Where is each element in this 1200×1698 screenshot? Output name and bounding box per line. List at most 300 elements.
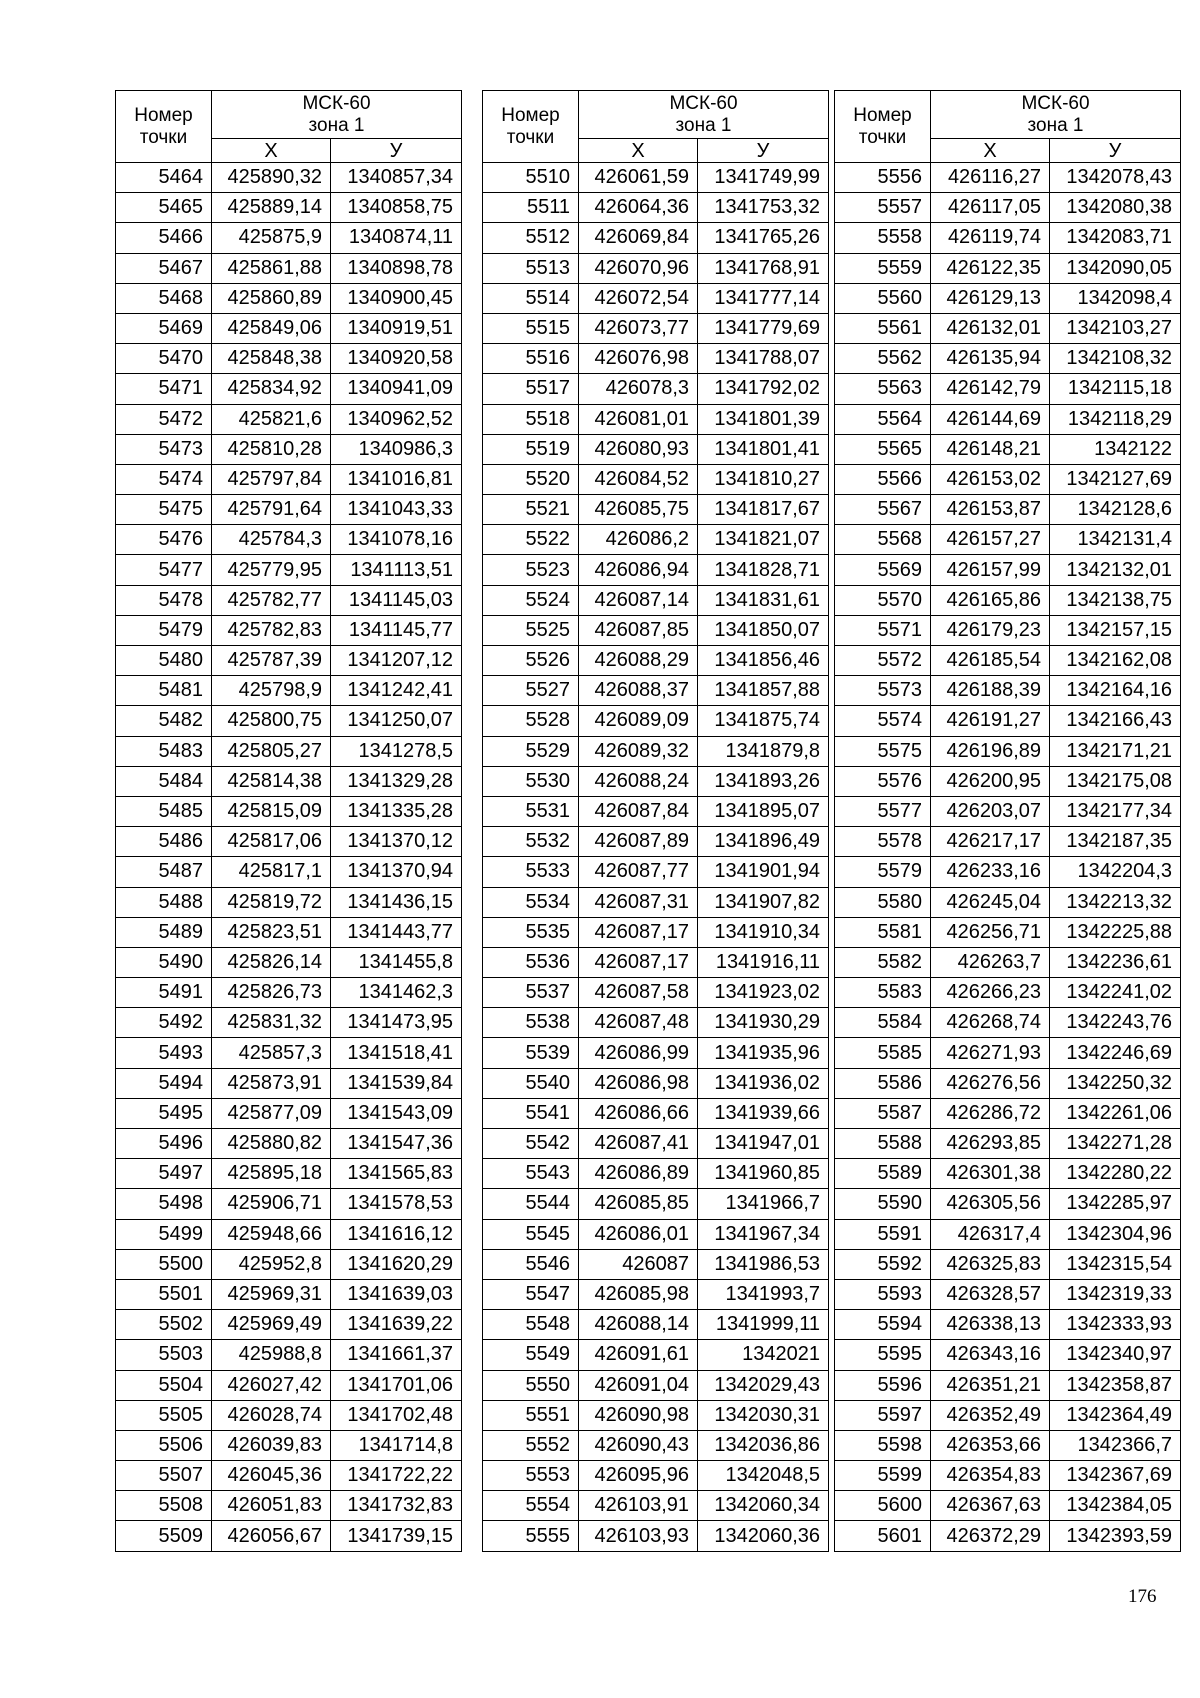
point-number-cell: 5573 bbox=[835, 676, 931, 706]
point-number-cell: 5596 bbox=[835, 1370, 931, 1400]
y-coordinate-cell: 1342246,69 bbox=[1050, 1038, 1181, 1068]
point-number-cell: 5501 bbox=[116, 1279, 212, 1309]
point-number-cell: 5494 bbox=[116, 1068, 212, 1098]
y-coordinate-cell: 1341916,11 bbox=[698, 947, 829, 977]
y-coordinate-cell: 1340962,52 bbox=[331, 404, 462, 434]
y-coordinate-cell: 1342204,3 bbox=[1050, 857, 1181, 887]
table-row bbox=[835, 464, 1181, 494]
point-number-cell: 5481 bbox=[116, 676, 212, 706]
x-coordinate-cell: 426119,74 bbox=[931, 223, 1050, 253]
table-row bbox=[483, 223, 829, 253]
x-header: Х bbox=[579, 139, 698, 163]
table-row bbox=[116, 676, 462, 706]
y-coordinate-cell: 1341893,26 bbox=[698, 766, 829, 796]
x-coordinate-cell: 426122,35 bbox=[931, 253, 1050, 283]
point-number-cell: 5499 bbox=[116, 1219, 212, 1249]
y-coordinate-cell: 1342358,87 bbox=[1050, 1370, 1181, 1400]
point-number-cell: 5514 bbox=[483, 283, 579, 313]
x-coordinate-cell: 426286,72 bbox=[931, 1098, 1050, 1128]
y-coordinate-cell: 1341578,53 bbox=[331, 1189, 462, 1219]
x-coordinate-cell: 426338,13 bbox=[931, 1310, 1050, 1340]
x-coordinate-cell: 426293,85 bbox=[931, 1129, 1050, 1159]
x-coordinate-cell: 426087,85 bbox=[579, 615, 698, 645]
point-number-header: Номер точки bbox=[483, 91, 579, 163]
y-coordinate-cell: 1341329,28 bbox=[331, 766, 462, 796]
table-row bbox=[483, 1521, 829, 1551]
x-coordinate-cell: 426317,4 bbox=[931, 1219, 1050, 1249]
y-coordinate-cell: 1340920,58 bbox=[331, 344, 462, 374]
point-number-cell: 5480 bbox=[116, 646, 212, 676]
y-coordinate-cell: 1341779,69 bbox=[698, 313, 829, 343]
x-coordinate-cell: 426367,63 bbox=[931, 1491, 1050, 1521]
point-number-cell: 5539 bbox=[483, 1038, 579, 1068]
table-row bbox=[835, 887, 1181, 917]
table-row bbox=[835, 555, 1181, 585]
x-coordinate-cell: 426372,29 bbox=[931, 1521, 1050, 1551]
x-coordinate-cell: 426087 bbox=[579, 1249, 698, 1279]
x-coordinate-cell: 426354,83 bbox=[931, 1461, 1050, 1491]
x-coordinate-cell: 426185,54 bbox=[931, 646, 1050, 676]
x-coordinate-cell: 425889,14 bbox=[212, 193, 331, 223]
table-row bbox=[835, 796, 1181, 826]
table-row bbox=[483, 1370, 829, 1400]
point-number-cell: 5586 bbox=[835, 1068, 931, 1098]
x-coordinate-cell: 425861,88 bbox=[212, 253, 331, 283]
table-row bbox=[483, 676, 829, 706]
y-coordinate-cell: 1342333,93 bbox=[1050, 1310, 1181, 1340]
point-number-cell: 5478 bbox=[116, 585, 212, 615]
x-coordinate-cell: 425805,27 bbox=[212, 736, 331, 766]
y-coordinate-cell: 1341879,8 bbox=[698, 736, 829, 766]
x-coordinate-cell: 426085,85 bbox=[579, 1189, 698, 1219]
point-number-cell: 5584 bbox=[835, 1008, 931, 1038]
point-number-cell: 5559 bbox=[835, 253, 931, 283]
point-number-cell: 5551 bbox=[483, 1400, 579, 1430]
point-number-cell: 5576 bbox=[835, 766, 931, 796]
y-coordinate-cell: 1341547,36 bbox=[331, 1129, 462, 1159]
x-coordinate-cell: 426087,58 bbox=[579, 978, 698, 1008]
point-number-cell: 5503 bbox=[116, 1340, 212, 1370]
point-number-cell: 5532 bbox=[483, 827, 579, 857]
point-number-cell: 5589 bbox=[835, 1159, 931, 1189]
point-number-cell: 5529 bbox=[483, 736, 579, 766]
table-row bbox=[483, 917, 829, 947]
point-number-cell: 5594 bbox=[835, 1310, 931, 1340]
y-coordinate-cell: 1342138,75 bbox=[1050, 585, 1181, 615]
y-coordinate-cell: 1342271,28 bbox=[1050, 1129, 1181, 1159]
table-row bbox=[483, 766, 829, 796]
y-coordinate-cell: 1340986,3 bbox=[331, 434, 462, 464]
point-number-cell: 5566 bbox=[835, 464, 931, 494]
x-coordinate-cell: 426276,56 bbox=[931, 1068, 1050, 1098]
point-number-cell: 5577 bbox=[835, 796, 931, 826]
table-row bbox=[835, 1400, 1181, 1430]
x-coordinate-cell: 426090,43 bbox=[579, 1430, 698, 1460]
point-number-cell: 5490 bbox=[116, 947, 212, 977]
y-coordinate-cell: 1341242,41 bbox=[331, 676, 462, 706]
point-number-cell: 5537 bbox=[483, 978, 579, 1008]
x-coordinate-cell: 425782,77 bbox=[212, 585, 331, 615]
y-coordinate-cell: 1342090,05 bbox=[1050, 253, 1181, 283]
y-coordinate-cell: 1340874,11 bbox=[331, 223, 462, 253]
x-coordinate-cell: 426064,36 bbox=[579, 193, 698, 223]
x-coordinate-cell: 425814,38 bbox=[212, 766, 331, 796]
x-coordinate-cell: 426069,84 bbox=[579, 223, 698, 253]
table-row bbox=[835, 917, 1181, 947]
point-number-cell: 5601 bbox=[835, 1521, 931, 1551]
table-row bbox=[835, 434, 1181, 464]
y-coordinate-cell: 1342171,21 bbox=[1050, 736, 1181, 766]
table-row bbox=[483, 1279, 829, 1309]
table-row bbox=[483, 1310, 829, 1340]
x-coordinate-cell: 426095,96 bbox=[579, 1461, 698, 1491]
table-row bbox=[835, 283, 1181, 313]
table-row bbox=[116, 464, 462, 494]
x-coordinate-cell: 426129,13 bbox=[931, 283, 1050, 313]
point-number-cell: 5485 bbox=[116, 796, 212, 826]
y-coordinate-cell: 1341278,5 bbox=[331, 736, 462, 766]
y-coordinate-cell: 1341370,12 bbox=[331, 827, 462, 857]
y-coordinate-cell: 1341565,83 bbox=[331, 1159, 462, 1189]
table-row bbox=[483, 1008, 829, 1038]
point-number-cell: 5468 bbox=[116, 283, 212, 313]
y-header: У bbox=[331, 139, 462, 163]
x-coordinate-cell: 426073,77 bbox=[579, 313, 698, 343]
point-number-cell: 5486 bbox=[116, 827, 212, 857]
table-row bbox=[483, 978, 829, 1008]
table-row bbox=[835, 736, 1181, 766]
point-number-cell: 5493 bbox=[116, 1038, 212, 1068]
point-number-cell: 5542 bbox=[483, 1129, 579, 1159]
table-row bbox=[835, 1279, 1181, 1309]
point-number-cell: 5513 bbox=[483, 253, 579, 283]
y-coordinate-cell: 1342243,76 bbox=[1050, 1008, 1181, 1038]
x-coordinate-cell: 426132,01 bbox=[931, 313, 1050, 343]
x-coordinate-cell: 425969,31 bbox=[212, 1279, 331, 1309]
y-coordinate-cell: 1342187,35 bbox=[1050, 827, 1181, 857]
table-row bbox=[116, 1491, 462, 1521]
table-row bbox=[483, 1098, 829, 1128]
point-number-cell: 5574 bbox=[835, 706, 931, 736]
point-number-cell: 5552 bbox=[483, 1430, 579, 1460]
point-number-cell: 5527 bbox=[483, 676, 579, 706]
point-number-cell: 5588 bbox=[835, 1129, 931, 1159]
table-row bbox=[483, 344, 829, 374]
y-coordinate-cell: 1342103,27 bbox=[1050, 313, 1181, 343]
x-coordinate-cell: 425877,09 bbox=[212, 1098, 331, 1128]
point-number-cell: 5483 bbox=[116, 736, 212, 766]
y-coordinate-cell: 1342108,32 bbox=[1050, 344, 1181, 374]
table-row bbox=[483, 706, 829, 736]
point-number-cell: 5571 bbox=[835, 615, 931, 645]
y-coordinate-cell: 1341539,84 bbox=[331, 1068, 462, 1098]
y-coordinate-cell: 1342127,69 bbox=[1050, 464, 1181, 494]
x-coordinate-cell: 426070,96 bbox=[579, 253, 698, 283]
y-coordinate-cell: 1341749,99 bbox=[698, 163, 829, 193]
y-coordinate-cell: 1341436,15 bbox=[331, 887, 462, 917]
x-coordinate-cell: 425848,38 bbox=[212, 344, 331, 374]
table-row bbox=[835, 1310, 1181, 1340]
table-row bbox=[116, 1521, 462, 1551]
point-number-cell: 5482 bbox=[116, 706, 212, 736]
x-coordinate-cell: 426078,3 bbox=[579, 374, 698, 404]
y-coordinate-cell: 1341930,29 bbox=[698, 1008, 829, 1038]
table-row bbox=[835, 1461, 1181, 1491]
point-number-cell: 5600 bbox=[835, 1491, 931, 1521]
table-row bbox=[116, 1310, 462, 1340]
table-row bbox=[483, 736, 829, 766]
table-row bbox=[483, 1038, 829, 1068]
x-coordinate-cell: 425948,66 bbox=[212, 1219, 331, 1249]
table-row bbox=[483, 1491, 829, 1521]
point-number-cell: 5583 bbox=[835, 978, 931, 1008]
table-row bbox=[116, 434, 462, 464]
point-number-cell: 5519 bbox=[483, 434, 579, 464]
point-number-cell: 5484 bbox=[116, 766, 212, 796]
point-number-cell: 5506 bbox=[116, 1430, 212, 1460]
x-coordinate-cell: 426325,83 bbox=[931, 1249, 1050, 1279]
y-coordinate-cell: 1341016,81 bbox=[331, 464, 462, 494]
table-row bbox=[483, 404, 829, 434]
table-row bbox=[116, 736, 462, 766]
point-number-cell: 5531 bbox=[483, 796, 579, 826]
x-coordinate-cell: 426089,32 bbox=[579, 736, 698, 766]
point-number-cell: 5477 bbox=[116, 555, 212, 585]
x-coordinate-cell: 426245,04 bbox=[931, 887, 1050, 917]
table-row bbox=[835, 1129, 1181, 1159]
point-number-cell: 5585 bbox=[835, 1038, 931, 1068]
point-number-cell: 5489 bbox=[116, 917, 212, 947]
point-number-cell: 5466 bbox=[116, 223, 212, 253]
x-coordinate-cell: 426233,16 bbox=[931, 857, 1050, 887]
point-number-cell: 5471 bbox=[116, 374, 212, 404]
x-coordinate-cell: 426091,04 bbox=[579, 1370, 698, 1400]
point-number-cell: 5549 bbox=[483, 1340, 579, 1370]
x-coordinate-cell: 426086,89 bbox=[579, 1159, 698, 1189]
y-coordinate-cell: 1342366,7 bbox=[1050, 1430, 1181, 1460]
y-coordinate-cell: 1341335,28 bbox=[331, 796, 462, 826]
point-number-header: Номер точки bbox=[116, 91, 212, 163]
table-row bbox=[835, 1008, 1181, 1038]
y-coordinate-cell: 1341993,7 bbox=[698, 1279, 829, 1309]
x-coordinate-cell: 426088,24 bbox=[579, 766, 698, 796]
point-number-cell: 5547 bbox=[483, 1279, 579, 1309]
x-coordinate-cell: 426086,94 bbox=[579, 555, 698, 585]
point-number-cell: 5572 bbox=[835, 646, 931, 676]
y-coordinate-cell: 1340858,75 bbox=[331, 193, 462, 223]
point-number-cell: 5595 bbox=[835, 1340, 931, 1370]
coordinate-system-header: МСК-60 зона 1 bbox=[212, 91, 462, 139]
table-row bbox=[116, 1098, 462, 1128]
x-coordinate-cell: 426188,39 bbox=[931, 676, 1050, 706]
point-number-cell: 5497 bbox=[116, 1159, 212, 1189]
table-row bbox=[483, 163, 829, 193]
y-coordinate-cell: 1341462,3 bbox=[331, 978, 462, 1008]
y-coordinate-cell: 1342118,29 bbox=[1050, 404, 1181, 434]
table-row bbox=[116, 978, 462, 1008]
table-row bbox=[483, 646, 829, 676]
point-number-cell: 5516 bbox=[483, 344, 579, 374]
y-coordinate-cell: 1342241,02 bbox=[1050, 978, 1181, 1008]
y-coordinate-cell: 1341923,02 bbox=[698, 978, 829, 1008]
y-coordinate-cell: 1342128,6 bbox=[1050, 495, 1181, 525]
y-coordinate-cell: 1341455,8 bbox=[331, 947, 462, 977]
x-coordinate-cell: 425890,32 bbox=[212, 163, 331, 193]
x-coordinate-cell: 426191,27 bbox=[931, 706, 1050, 736]
y-coordinate-cell: 1342132,01 bbox=[1050, 555, 1181, 585]
table-row bbox=[835, 585, 1181, 615]
table-row bbox=[835, 615, 1181, 645]
table-row bbox=[835, 676, 1181, 706]
x-coordinate-cell: 426087,14 bbox=[579, 585, 698, 615]
point-number-cell: 5488 bbox=[116, 887, 212, 917]
y-coordinate-cell: 1342162,08 bbox=[1050, 646, 1181, 676]
x-coordinate-cell: 426089,09 bbox=[579, 706, 698, 736]
y-coordinate-cell: 1341145,03 bbox=[331, 585, 462, 615]
coordinate-system-header: МСК-60 зона 1 bbox=[931, 91, 1181, 139]
y-coordinate-cell: 1341817,67 bbox=[698, 495, 829, 525]
y-coordinate-cell: 1341616,12 bbox=[331, 1219, 462, 1249]
y-coordinate-cell: 1342315,54 bbox=[1050, 1249, 1181, 1279]
y-coordinate-cell: 1342021 bbox=[698, 1340, 829, 1370]
table-row bbox=[116, 1038, 462, 1068]
x-coordinate-cell: 426271,93 bbox=[931, 1038, 1050, 1068]
point-number-cell: 5534 bbox=[483, 887, 579, 917]
point-number-cell: 5553 bbox=[483, 1461, 579, 1491]
point-number-cell: 5518 bbox=[483, 404, 579, 434]
x-coordinate-cell: 426142,79 bbox=[931, 374, 1050, 404]
point-number-cell: 5541 bbox=[483, 1098, 579, 1128]
table-body bbox=[835, 163, 1181, 1552]
y-coordinate-cell: 1341856,46 bbox=[698, 646, 829, 676]
table-row bbox=[835, 1189, 1181, 1219]
point-number-cell: 5546 bbox=[483, 1249, 579, 1279]
table-row bbox=[116, 646, 462, 676]
x-coordinate-cell: 426351,21 bbox=[931, 1370, 1050, 1400]
table-row bbox=[116, 344, 462, 374]
point-number-cell: 5540 bbox=[483, 1068, 579, 1098]
y-coordinate-cell: 1341907,82 bbox=[698, 887, 829, 917]
table-row bbox=[835, 1068, 1181, 1098]
x-coordinate-cell: 426153,87 bbox=[931, 495, 1050, 525]
x-coordinate-cell: 426084,52 bbox=[579, 464, 698, 494]
point-number-cell: 5563 bbox=[835, 374, 931, 404]
y-coordinate-cell: 1341702,48 bbox=[331, 1400, 462, 1430]
x-coordinate-cell: 425810,28 bbox=[212, 434, 331, 464]
table-row bbox=[116, 585, 462, 615]
x-coordinate-cell: 426061,59 bbox=[579, 163, 698, 193]
point-number-cell: 5473 bbox=[116, 434, 212, 464]
table-row bbox=[483, 555, 829, 585]
x-coordinate-cell: 426087,31 bbox=[579, 887, 698, 917]
y-coordinate-cell: 1342115,18 bbox=[1050, 374, 1181, 404]
x-coordinate-cell: 426116,27 bbox=[931, 163, 1050, 193]
table-row bbox=[116, 947, 462, 977]
x-coordinate-cell: 426080,93 bbox=[579, 434, 698, 464]
table-row bbox=[835, 313, 1181, 343]
y-coordinate-cell: 1341935,96 bbox=[698, 1038, 829, 1068]
x-coordinate-cell: 425800,75 bbox=[212, 706, 331, 736]
table-row bbox=[835, 1038, 1181, 1068]
y-coordinate-cell: 1342280,22 bbox=[1050, 1159, 1181, 1189]
y-coordinate-cell: 1342060,36 bbox=[698, 1521, 829, 1551]
y-coordinate-cell: 1342083,71 bbox=[1050, 223, 1181, 253]
y-coordinate-cell: 1341543,09 bbox=[331, 1098, 462, 1128]
x-coordinate-cell: 426153,02 bbox=[931, 464, 1050, 494]
x-coordinate-cell: 426085,98 bbox=[579, 1279, 698, 1309]
x-coordinate-cell: 426144,69 bbox=[931, 404, 1050, 434]
x-coordinate-cell: 426263,7 bbox=[931, 947, 1050, 977]
y-coordinate-cell: 1341777,14 bbox=[698, 283, 829, 313]
table-row bbox=[116, 766, 462, 796]
x-coordinate-cell: 425817,06 bbox=[212, 827, 331, 857]
x-coordinate-cell: 426179,23 bbox=[931, 615, 1050, 645]
table-row bbox=[116, 1249, 462, 1279]
table-row bbox=[116, 555, 462, 585]
y-coordinate-cell: 1341850,07 bbox=[698, 615, 829, 645]
y-coordinate-cell: 1341792,02 bbox=[698, 374, 829, 404]
y-coordinate-cell: 1341714,8 bbox=[331, 1430, 462, 1460]
y-coordinate-cell: 1341250,07 bbox=[331, 706, 462, 736]
point-number-cell: 5579 bbox=[835, 857, 931, 887]
y-coordinate-cell: 1341661,37 bbox=[331, 1340, 462, 1370]
point-number-cell: 5476 bbox=[116, 525, 212, 555]
table-row bbox=[835, 766, 1181, 796]
point-number-cell: 5557 bbox=[835, 193, 931, 223]
point-number-cell: 5515 bbox=[483, 313, 579, 343]
x-coordinate-cell: 425873,91 bbox=[212, 1068, 331, 1098]
table-row bbox=[116, 1189, 462, 1219]
table-row bbox=[116, 857, 462, 887]
table-row bbox=[483, 495, 829, 525]
x-coordinate-cell: 426135,94 bbox=[931, 344, 1050, 374]
y-coordinate-cell: 1341895,07 bbox=[698, 796, 829, 826]
x-coordinate-cell: 426196,89 bbox=[931, 736, 1050, 766]
table-row bbox=[116, 887, 462, 917]
x-coordinate-cell: 425815,09 bbox=[212, 796, 331, 826]
x-coordinate-cell: 425821,6 bbox=[212, 404, 331, 434]
table-row bbox=[483, 464, 829, 494]
y-coordinate-cell: 1342261,06 bbox=[1050, 1098, 1181, 1128]
table-row bbox=[483, 525, 829, 555]
table-row bbox=[483, 827, 829, 857]
table-row bbox=[483, 1430, 829, 1460]
x-coordinate-cell: 426352,49 bbox=[931, 1400, 1050, 1430]
y-coordinate-cell: 1342340,97 bbox=[1050, 1340, 1181, 1370]
table-row bbox=[483, 1068, 829, 1098]
x-coordinate-cell: 426256,71 bbox=[931, 917, 1050, 947]
y-coordinate-cell: 1340900,45 bbox=[331, 283, 462, 313]
table-row bbox=[835, 646, 1181, 676]
y-coordinate-cell: 1341901,94 bbox=[698, 857, 829, 887]
point-number-cell: 5590 bbox=[835, 1189, 931, 1219]
point-number-cell: 5593 bbox=[835, 1279, 931, 1309]
point-number-cell: 5543 bbox=[483, 1159, 579, 1189]
x-coordinate-cell: 426268,74 bbox=[931, 1008, 1050, 1038]
point-number-cell: 5495 bbox=[116, 1098, 212, 1128]
table-row bbox=[835, 1098, 1181, 1128]
x-coordinate-cell: 425784,3 bbox=[212, 525, 331, 555]
y-coordinate-cell: 1341831,61 bbox=[698, 585, 829, 615]
point-number-cell: 5496 bbox=[116, 1129, 212, 1159]
coordinate-table-3 bbox=[834, 90, 1181, 1552]
x-coordinate-cell: 426217,17 bbox=[931, 827, 1050, 857]
table-row bbox=[835, 344, 1181, 374]
point-number-cell: 5521 bbox=[483, 495, 579, 525]
table-row bbox=[835, 193, 1181, 223]
table-row bbox=[116, 313, 462, 343]
table-row bbox=[116, 163, 462, 193]
